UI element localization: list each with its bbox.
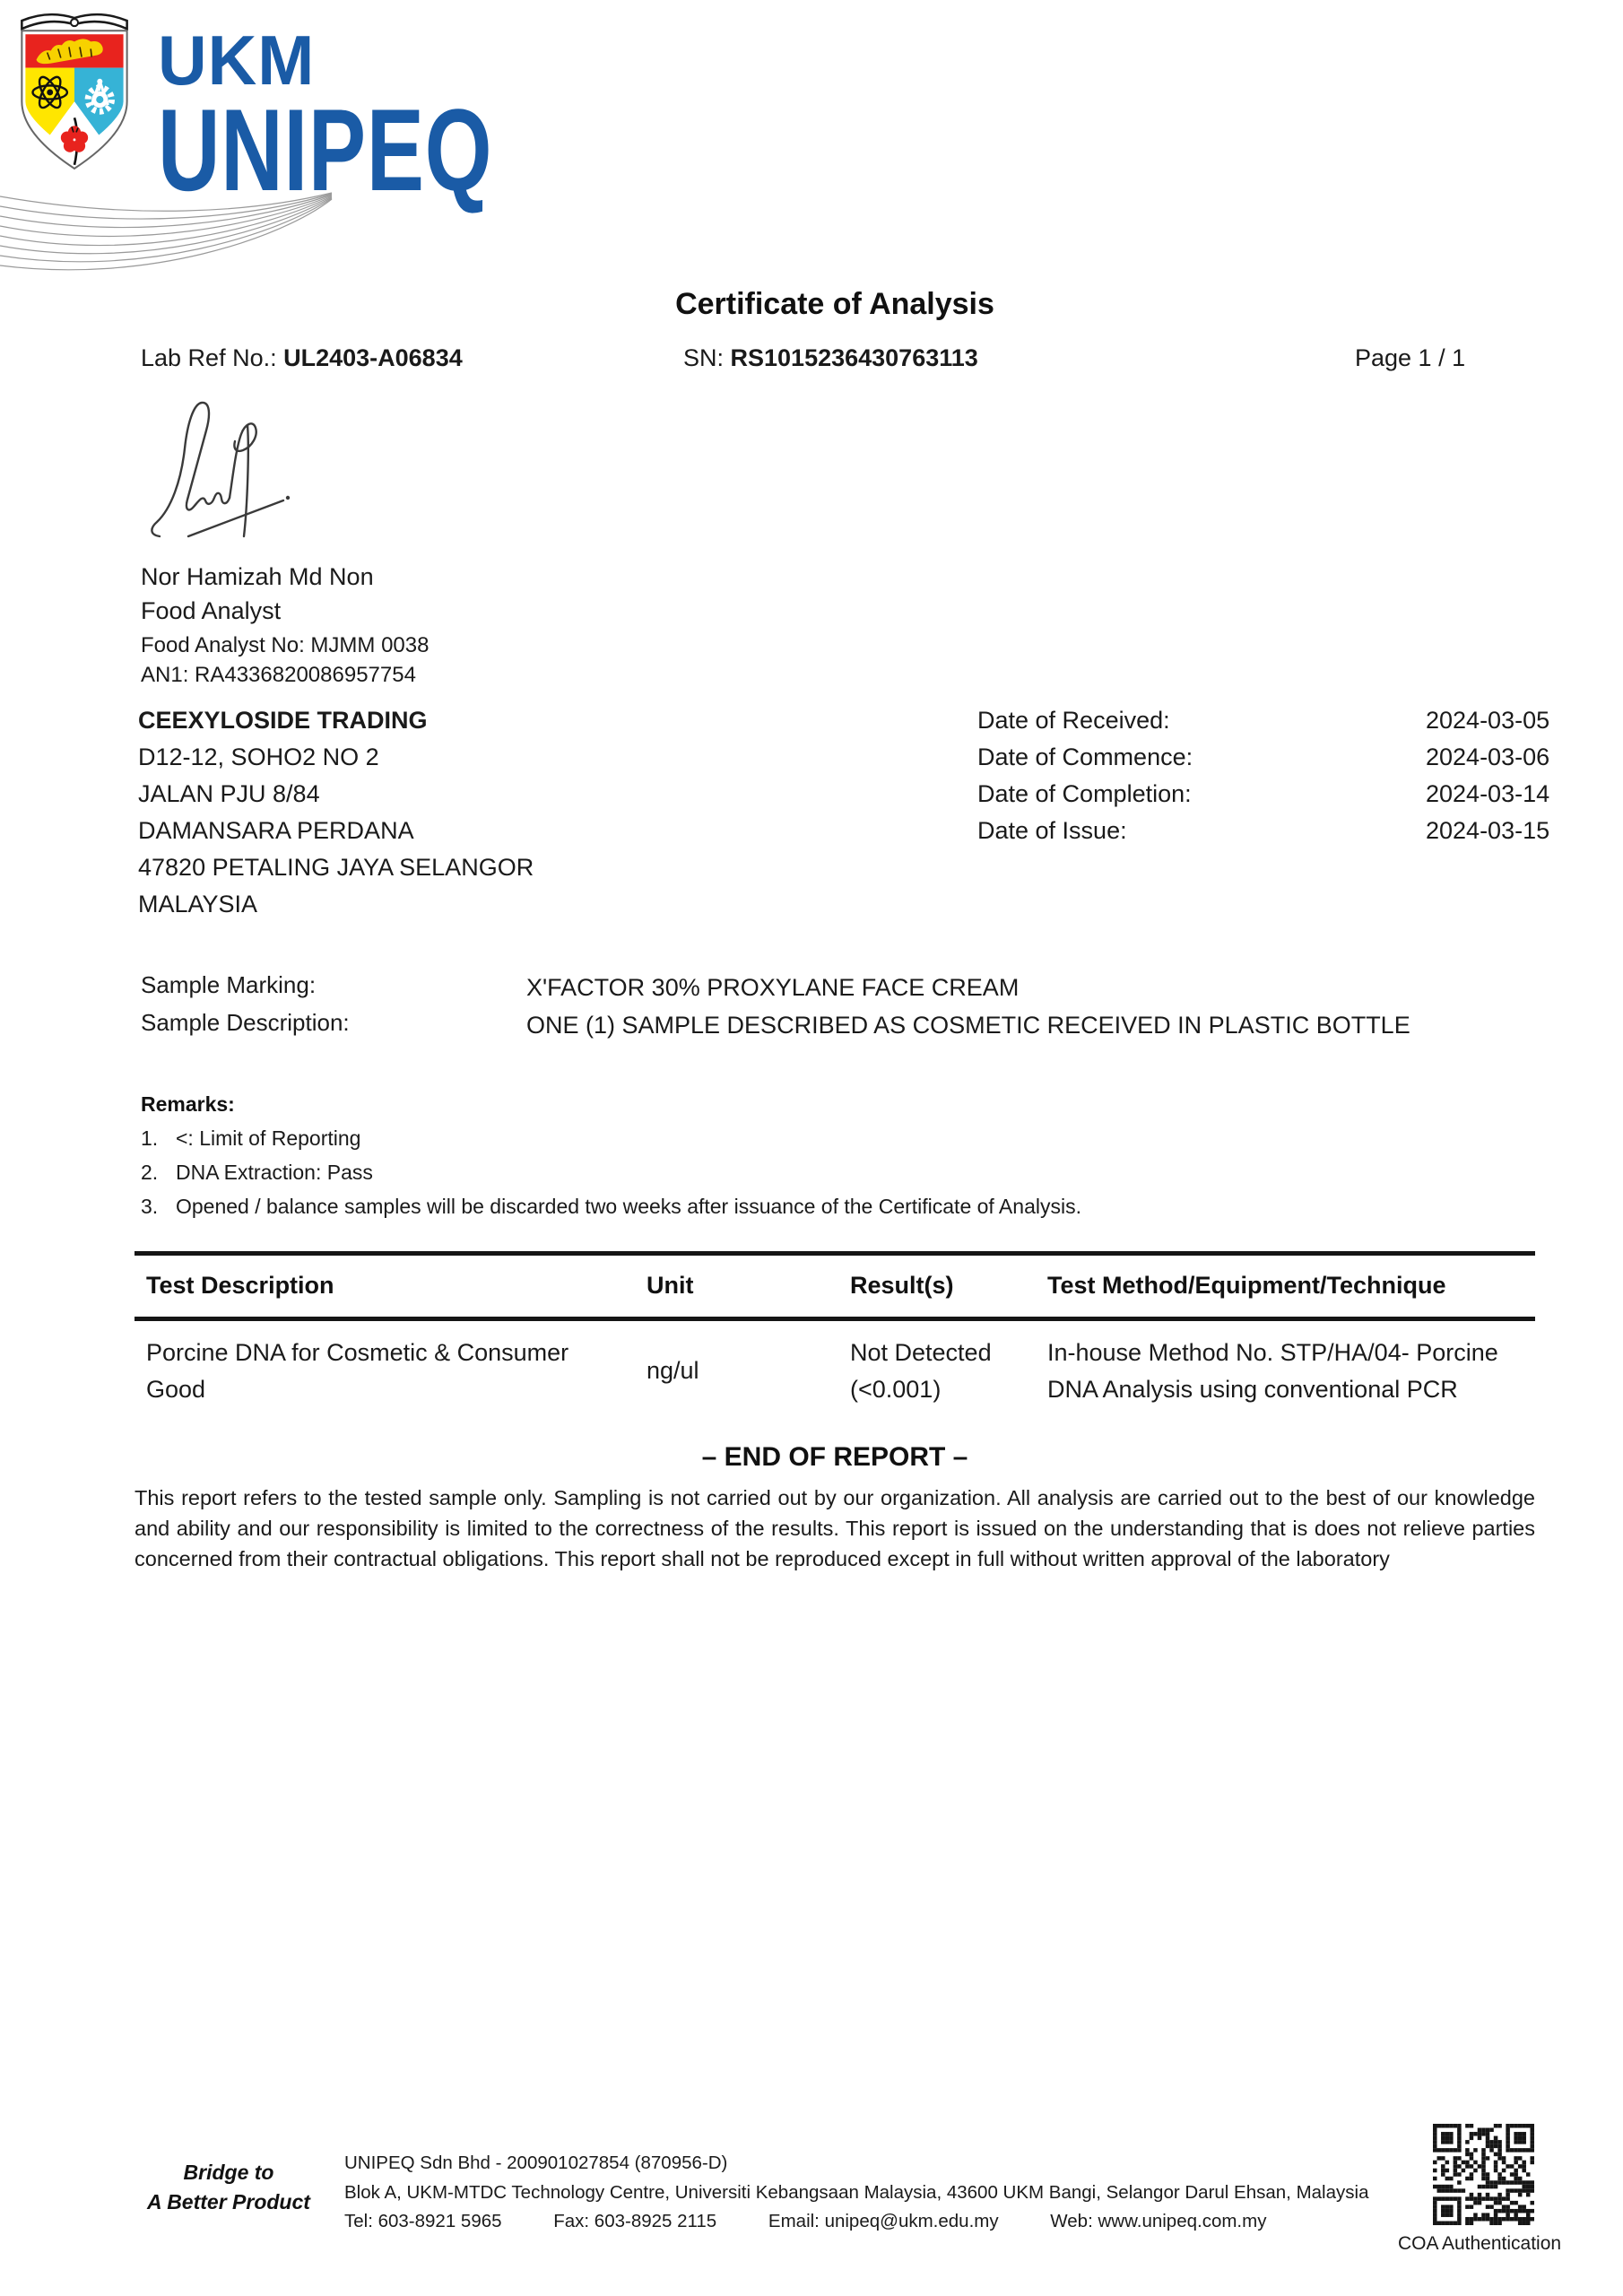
logo-text-unipeq: UNIPEQ bbox=[158, 84, 493, 215]
cell-test-method: In-house Method No. STP/HA/04- Porcine DNA Analysis using conventional PCR bbox=[1047, 1339, 1498, 1403]
footer-tagline bbox=[135, 2158, 323, 2217]
footer-web: Web: www.unipeq.com.my bbox=[1050, 2211, 1267, 2231]
swoosh-graphic bbox=[0, 184, 341, 287]
tagline-line2: A Better Product bbox=[147, 2190, 310, 2213]
result-line2: (<0.001) bbox=[850, 1376, 942, 1403]
date-received-label: Date of Received: bbox=[977, 707, 1170, 734]
signature-image bbox=[142, 393, 294, 559]
sample-marking-value: X'FACTOR 30% PROXYLANE FACE CREAM bbox=[526, 974, 1020, 1001]
analyst-role: Food Analyst bbox=[141, 597, 282, 624]
customer-address-line: D12-12, SOHO2 NO 2 bbox=[138, 744, 379, 770]
lab-ref-value: UL2403-A06834 bbox=[283, 344, 463, 371]
date-commence-label: Date of Commence: bbox=[977, 744, 1193, 770]
analyst-number: Food Analyst No: MJMM 0038 bbox=[141, 633, 430, 657]
date-commence-value: 2024-03-06 bbox=[1426, 744, 1550, 770]
date-completion-value: 2024-03-14 bbox=[1426, 780, 1550, 807]
remark-number: 2. bbox=[141, 1161, 159, 1184]
analyst-an1: AN1: RA4336820086957754 bbox=[141, 663, 416, 687]
table-header-divider bbox=[135, 1317, 1535, 1321]
date-received-value: 2024-03-05 bbox=[1426, 707, 1550, 734]
qr-code bbox=[1433, 2124, 1534, 2225]
logo-text-ukm: UKM bbox=[158, 21, 316, 100]
col-header-unit: Unit bbox=[647, 1272, 694, 1299]
footer-email: Email: unipeq@ukm.edu.my bbox=[768, 2211, 999, 2231]
sn-value: RS1015236430763113 bbox=[730, 344, 978, 371]
sn-label: SN: bbox=[683, 344, 731, 371]
results-table bbox=[135, 1251, 1535, 1417]
customer-address-line: JALAN PJU 8/84 bbox=[138, 780, 320, 807]
footer-contacts bbox=[344, 2207, 1402, 2237]
remarks-heading: Remarks: bbox=[141, 1092, 235, 1116]
customer-address-line: DAMANSARA PERDANA bbox=[138, 817, 414, 844]
logo-wordmark bbox=[158, 13, 660, 215]
analyst-name: Nor Hamizah Md Non bbox=[141, 563, 374, 590]
qr-caption: COA Authentication bbox=[1397, 2233, 1562, 2254]
col-header-test-description: Test Description bbox=[146, 1272, 334, 1299]
customer-name: CEEXYLOSIDE TRADING bbox=[138, 707, 428, 734]
page-indicator: Page 1 / 1 bbox=[1355, 344, 1466, 371]
lab-ref-label: Lab Ref No.: bbox=[141, 344, 284, 371]
lab-ref bbox=[141, 344, 463, 372]
tagline-line1: Bridge to bbox=[183, 2161, 274, 2184]
remark-number: 1. bbox=[141, 1126, 159, 1150]
remark-item: <: Limit of Reporting bbox=[176, 1126, 361, 1150]
ukm-crest-logo bbox=[16, 13, 135, 176]
serial-number bbox=[683, 344, 978, 372]
customer-address-line: 47820 PETALING JAYA SELANGOR bbox=[138, 854, 534, 881]
col-header-test-method: Test Method/Equipment/Technique bbox=[1047, 1272, 1446, 1299]
customer-address-line: MALAYSIA bbox=[138, 891, 258, 918]
cell-result bbox=[850, 1335, 1038, 1408]
sample-description-value: ONE (1) SAMPLE DESCRIBED AS COSMETIC RECEIVED IN PLASTIC BOTTLE bbox=[526, 1012, 1410, 1039]
remark-item: DNA Extraction: Pass bbox=[176, 1161, 373, 1184]
cell-unit: ng/ul bbox=[647, 1357, 699, 1384]
remark-item: Opened / balance samples will be discarded two weeks after issuance of the Certificate of Analysis. bbox=[176, 1195, 1081, 1218]
end-of-report: – END OF REPORT – bbox=[701, 1442, 968, 1472]
sample-description-label: Sample Description: bbox=[141, 1009, 350, 1036]
footer-address: Blok A, UKM-MTDC Technology Centre, Universiti Kebangsaan Malaysia, 43600 UKM Bangi, Selangor Darul Ehsan, Malaysia bbox=[344, 2181, 1369, 2203]
footer-tel: Tel: 603-8921 5965 bbox=[344, 2211, 502, 2231]
sample-marking-label: Sample Marking: bbox=[141, 971, 317, 998]
date-issue-value: 2024-03-15 bbox=[1426, 817, 1550, 844]
footer-fax: Fax: 603-8925 2115 bbox=[553, 2211, 717, 2231]
result-line1: Not Detected bbox=[850, 1339, 992, 1366]
remark-number: 3. bbox=[141, 1195, 159, 1218]
disclaimer-text: This report refers to the tested sample only. Sampling is not carried out by our organization. All analysis are carried out to the best of our knowledge and ability and our responsibility is limited to the correctness of the results. This report is issued on the understanding that is does not relieve parties concerned from their contractual obligations. This report shall not be reproduced except in full without written approval of the laboratory bbox=[135, 1486, 1535, 1570]
cell-test-description: Porcine DNA for Cosmetic & Consumer Good bbox=[146, 1339, 569, 1403]
footer-company: UNIPEQ Sdn Bhd - 200901027854 (870956-D) bbox=[344, 2152, 728, 2173]
footer-info bbox=[344, 2149, 1402, 2237]
col-header-results: Result(s) bbox=[850, 1272, 954, 1299]
date-completion-label: Date of Completion: bbox=[977, 780, 1192, 807]
date-issue-label: Date of Issue: bbox=[977, 817, 1127, 844]
page-title: Certificate of Analysis bbox=[675, 287, 994, 321]
